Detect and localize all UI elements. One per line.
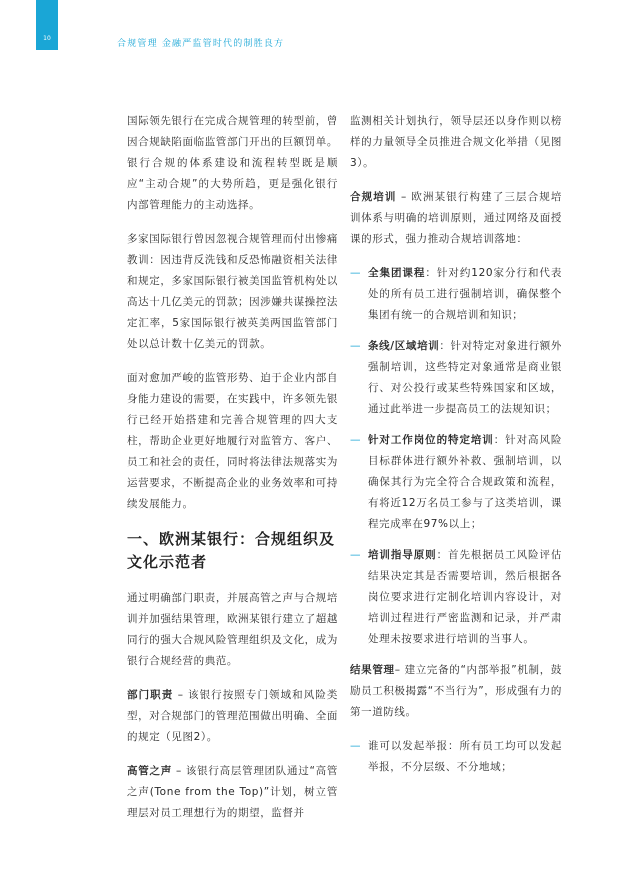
list-item-lead: 培训指导原则 xyxy=(368,549,437,561)
paragraph-lessons: 多家国际银行曾因忽视合规管理而付出惨痛教训：因违背反洗钱和反恐怖融资相关法律和规定，多家国际银行被美国监管机构处以高达十几亿美元的罚款；因涉嫌共谋操控法定汇率，5家国际银行被英美两国监管部门处以总计数十亿美元的罚款。 xyxy=(127,233,338,350)
list-item-body: ：针对约120家分行和代表处的所有员工进行强制培训，确保整个集团有统一的合规培训和知识； xyxy=(368,267,563,321)
section-heading: 一、欧洲某银行：合规组织及文化示范者 xyxy=(127,530,336,571)
page-number: 10 xyxy=(43,35,51,42)
list-item xyxy=(350,736,562,778)
text-result-management: – 建立完备的“内部举报”机制，鼓励员工积极揭露“不当行为”，形成强有力的第一道防线。 xyxy=(350,664,562,718)
dash-marker: — xyxy=(350,434,361,446)
left-column xyxy=(127,111,338,824)
list-item xyxy=(350,336,562,420)
paragraph-compliance-training xyxy=(350,187,562,250)
text-compliance-training: – 欧洲某银行构建了三层合规培训体系与明确的培训原则，通过网络及面授课的形式，强力推动合规培训落地： xyxy=(350,191,562,245)
list-item xyxy=(350,430,562,535)
right-column xyxy=(350,111,562,788)
paragraph-four-pillars: 面对愈加严峻的监管形势、迫于企业内部自身能力建设的需要，在实践中，许多领先银行已经开始搭建和完善合规管理的四大支柱，帮助企业更好地履行对监管方、客户、员工和社会的责任，同时将法律法规落实为运营要求，不断提高企业的业务效率和可持续发展能力。 xyxy=(127,372,338,510)
dash-marker: — xyxy=(350,549,361,561)
text-department-duties: – 该银行按照专门领域和风险类型，对合规部门的管理范围做出明确、全面的规定（见图2）。 xyxy=(127,689,338,743)
list-item-text xyxy=(368,430,562,535)
list-item-body: ：针对特定对象进行额外强制培训，这些特定对象通常是商业银行、对公投行或某些特殊国家和区域，通过此举进一步提高员工的法规知识； xyxy=(368,340,562,415)
list-item-lead: 全集团课程 xyxy=(368,267,426,279)
paragraph-continued: 监测相关计划执行，领导层还以身作则以榜样的力量领导全员推进合规文化举措（见图3）。 xyxy=(350,115,562,169)
list-item-text xyxy=(368,336,562,420)
list-item-body: ：针对高风险目标群体进行额外补救、强制培训，以确保其行为完全符合合规政策和流程，有将近12万名员工参与了这类培训，课程完成率在97%以上； xyxy=(368,434,562,530)
list-item-text: 谁可以发起举报：所有员工均可以发起举报，不分层级、不分地域； xyxy=(368,740,562,773)
lead-department-duties: 部门职责 xyxy=(127,689,174,701)
paragraph-section-intro: 通过明确部门职责，并展高管之声与合规培训并加强结果管理，欧洲某银行建立了超越同行的强大合规风险管理组织及文化，成为银行合规经营的典范。 xyxy=(127,592,338,667)
lead-tone-from-top: 高管之声 xyxy=(127,765,172,777)
list-item-text xyxy=(368,545,562,650)
list-item-text xyxy=(368,263,562,326)
list-item xyxy=(350,545,562,650)
page-number-tab xyxy=(36,0,58,50)
lead-result-management: 结果管理 xyxy=(350,664,395,676)
running-header-title: 合规管理 金融严监管时代的制胜良方 xyxy=(117,39,285,49)
text-tone-from-top: – 该银行高层管理团队通过“高管之声(Tone from the Top)”计划，树立管理层对员工理想行为的期望，监督并 xyxy=(127,765,338,819)
list-item-lead: 针对工作岗位的特定培训 xyxy=(368,434,494,446)
dash-marker: — xyxy=(350,740,361,752)
dash-marker: — xyxy=(350,340,361,352)
lead-compliance-training: 合规培训 xyxy=(350,191,397,203)
paragraph-result-management xyxy=(350,660,562,723)
paragraph-tone-from-top xyxy=(127,761,338,824)
list-item-lead: 条线/区域培训 xyxy=(368,340,440,352)
list-item-body: ：首先根据员工风险评估结果决定其是否需要培训，然后根据各岗位要求进行定制化培训内容设计，对培训过程进行严密监测和记录，并严肃处理未按要求进行培训的当事人。 xyxy=(368,549,562,645)
paragraph-department-duties xyxy=(127,685,338,748)
dash-marker: — xyxy=(350,267,361,279)
paragraph-intro: 国际领先银行在完成合规管理的转型前，曾因合规缺陷面临监管部门开出的巨额罚单。银行合规的体系建设和流程转型既是顺应“主动合规”的大势所趋，更是强化银行内部管理能力的主动选择。 xyxy=(127,115,338,211)
list-item xyxy=(350,263,562,326)
